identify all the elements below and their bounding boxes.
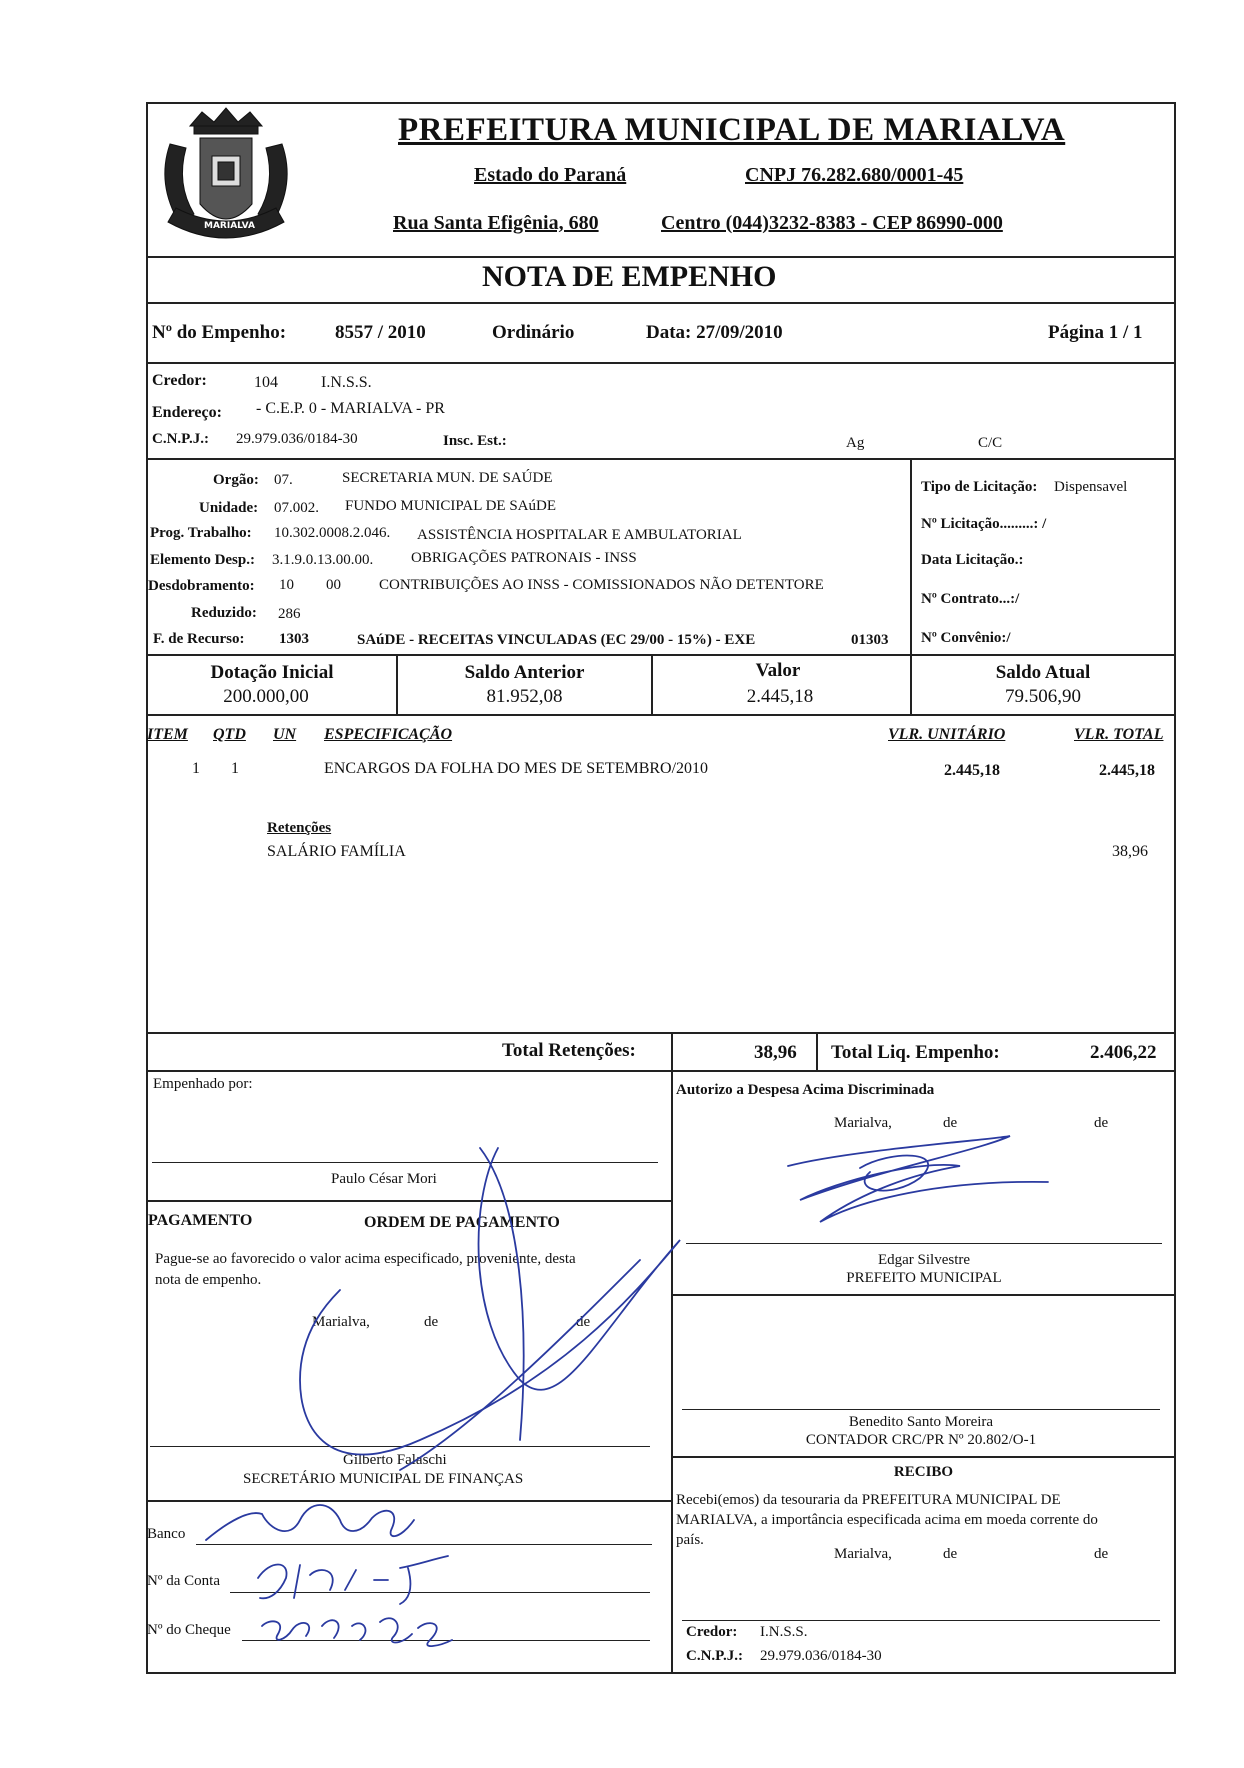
col-item: ITEM xyxy=(147,726,188,743)
pague-text-2: nota de empenho. xyxy=(155,1272,262,1288)
signer-gilberto: Gilberto Falaschi xyxy=(343,1452,447,1468)
valor-value: 2.445,18 xyxy=(746,686,814,707)
saldo-anterior-label: Saldo Anterior xyxy=(464,662,585,683)
page-title: PREFEITURA MUNICIPAL DE MARIALVA xyxy=(398,112,1066,148)
unidade-label: Unidade: xyxy=(199,500,259,516)
unidade-name: FUNDO MUNICIPAL DE SAúDE xyxy=(345,498,556,514)
de-right-1: de xyxy=(943,1115,958,1131)
recibo-title: RECIBO xyxy=(893,1464,954,1480)
recurso-number: 01303 xyxy=(851,632,889,648)
item-vlr-unitario: 2.445,18 xyxy=(944,762,1000,779)
recibo-de-1: de xyxy=(943,1546,958,1562)
orgao-name: SECRETARIA MUN. DE SAÚDE xyxy=(342,470,553,486)
item-number: 1 xyxy=(192,760,200,777)
desdobramento-code1: 10 xyxy=(279,577,294,593)
credor-name: I.N.S.S. xyxy=(321,374,372,391)
dotacao-inicial-value: 200.000,00 xyxy=(223,686,309,707)
ordem-pagamento-label: ORDEM DE PAGAMENTO xyxy=(364,1214,560,1231)
recibo-cnpj-value: 29.979.036/0184-30 xyxy=(760,1648,882,1664)
signer-benedito: Benedito Santo Moreira xyxy=(848,1414,994,1430)
recibo-de-2: de xyxy=(1094,1546,1109,1562)
conta-label: Nº da Conta xyxy=(147,1573,220,1589)
de-right-2: de xyxy=(1094,1115,1109,1131)
pague-text-1: Pague-se ao favorecido o valor acima especificado, proveniente, desta xyxy=(155,1251,576,1267)
retencao-name: SALÁRIO FAMÍLIA xyxy=(267,843,406,860)
unidade-code: 07.002. xyxy=(274,500,319,516)
total-liquido-value: 2.406,22 xyxy=(1090,1042,1157,1063)
svg-text:MARIALVA: MARIALVA xyxy=(204,221,255,231)
total-liquido-label: Total Liq. Empenho: xyxy=(831,1042,1000,1063)
licitacao-tipo-value: Dispensavel xyxy=(1054,479,1128,495)
signer-paulo: Paulo César Mori xyxy=(331,1171,437,1187)
item-qtd: 1 xyxy=(231,760,239,777)
licitacao-tipo-label: Tipo de Licitação: xyxy=(921,479,1038,495)
convenio-number: Nº Convênio:/ xyxy=(921,630,1011,646)
empenho-number: 8557 / 2010 xyxy=(335,322,426,343)
signer-edgar: Edgar Silvestre xyxy=(877,1252,971,1268)
saldo-atual-label: Saldo Atual xyxy=(995,662,1091,683)
col-qtd: QTD xyxy=(213,726,246,743)
empenhado-por-label: Empenhado por: xyxy=(153,1076,253,1092)
header-address: Centro (044)3232-8383 - CEP 86990-000 xyxy=(661,212,1003,234)
credor-label: Credor: xyxy=(152,372,207,389)
autorizo-label: Autorizo a Despesa Acima Discriminada xyxy=(676,1082,935,1098)
credor-code: 104 xyxy=(254,374,278,391)
item-vlr-total: 2.445,18 xyxy=(1099,762,1155,779)
credor-cnpj: 29.979.036/0184-30 xyxy=(236,431,358,447)
insc-label: Insc. Est.: xyxy=(443,433,507,449)
document-title: NOTA DE EMPENHO xyxy=(482,260,777,293)
recibo-credor-label: Credor: xyxy=(686,1624,738,1640)
elemento-code: 3.1.9.0.13.00.00. xyxy=(272,552,374,568)
col-vlr-total: VLR. TOTAL xyxy=(1074,726,1164,743)
recibo-text-3: país. xyxy=(676,1532,704,1548)
licitacao-number: Nº Licitação.........: / xyxy=(921,516,1047,532)
recibo-local: Marialva, xyxy=(834,1546,892,1562)
banco-label: Banco xyxy=(147,1526,186,1542)
cheque-label: Nº do Cheque xyxy=(147,1622,231,1638)
prog-code: 10.302.0008.2.046. xyxy=(274,525,391,541)
desdobramento-code2: 00 xyxy=(326,577,341,593)
col-vlr-unitario: VLR. UNITÁRIO xyxy=(888,726,1006,743)
cc-label: C/C xyxy=(978,435,1003,451)
reduzido-code: 286 xyxy=(278,606,301,622)
header-cnpj: CNPJ 76.282.680/0001-45 xyxy=(745,164,964,186)
recibo-credor-value: I.N.S.S. xyxy=(760,1624,808,1640)
recurso-label: F. de Recurso: xyxy=(153,631,245,647)
elemento-name: OBRIGAÇÕES PATRONAIS - INSS xyxy=(411,550,637,566)
credor-address: - C.E.P. 0 - MARIALVA - PR xyxy=(256,400,445,417)
signer-gilberto-role: SECRETÁRIO MUNICIPAL DE FINANÇAS xyxy=(243,1471,524,1487)
item-especificacao: ENCARGOS DA FOLHA DO MES DE SETEMBRO/2010 xyxy=(324,760,709,777)
recurso-code: 1303 xyxy=(279,631,309,647)
saldo-atual-value: 79.506,90 xyxy=(1005,686,1081,707)
recurso-name: SAúDE - RECEITAS VINCULADAS (EC 29/00 - 15%) - EXE xyxy=(357,632,756,648)
de-left-2: de xyxy=(576,1314,591,1330)
state-name: Estado do Paraná xyxy=(474,164,627,186)
desdobramento-name: CONTRIBUIÇÕES AO INSS - COMISSIONADOS NÃO DETENTORE xyxy=(379,577,824,593)
de-left-1: de xyxy=(424,1314,439,1330)
total-retencoes-value: 38,96 xyxy=(754,1042,797,1063)
recibo-cnpj-label: C.N.P.J.: xyxy=(686,1648,743,1664)
empenho-number-label: Nº do Empenho: xyxy=(152,322,287,343)
address-label: Endereço: xyxy=(152,404,222,421)
saldo-anterior-value: 81.952,08 xyxy=(486,686,563,707)
page-number: Página 1 / 1 xyxy=(1048,322,1143,343)
pagamento-label: PAGAMENTO xyxy=(148,1212,253,1229)
header-street: Rua Santa Efigênia, 680 xyxy=(393,212,599,234)
valor-label: Valor xyxy=(755,660,801,681)
total-retencoes-label: Total Retenções: xyxy=(502,1040,636,1061)
col-especificacao: ESPECIFICAÇÃO xyxy=(324,726,453,743)
dotacao-inicial-label: Dotação Inicial xyxy=(210,662,334,683)
desdobramento-label: Desdobramento: xyxy=(148,578,255,594)
licitacao-date: Data Licitação.: xyxy=(921,552,1024,568)
ag-label: Ag xyxy=(846,435,865,451)
elemento-label: Elemento Desp.: xyxy=(150,552,255,568)
prog-label: Prog. Trabalho: xyxy=(150,525,252,541)
retencoes-title: Retenções xyxy=(267,820,332,836)
contrato-number: Nº Contrato...:/ xyxy=(921,591,1020,607)
orgao-code: 07. xyxy=(274,472,293,488)
col-un: UN xyxy=(273,726,297,743)
empenho-type: Ordinário xyxy=(492,322,575,343)
retencao-value: 38,96 xyxy=(1112,843,1148,860)
cnpj-label: C.N.P.J.: xyxy=(152,431,209,447)
local-marialva-left: Marialva, xyxy=(312,1314,370,1330)
local-marialva-right: Marialva, xyxy=(834,1115,892,1131)
orgao-label: Orgão: xyxy=(213,472,259,488)
reduzido-label: Reduzido: xyxy=(191,605,257,621)
signer-benedito-role: CONTADOR CRC/PR Nº 20.802/O-1 xyxy=(805,1432,1037,1448)
recibo-text-1: Recebi(emos) da tesouraria da PREFEITURA MUNICIPAL DE xyxy=(676,1492,1061,1508)
signer-edgar-role: PREFEITO MUNICIPAL xyxy=(846,1270,1002,1286)
recibo-text-2: MARIALVA, a importância especificada acima em moeda corrente do xyxy=(676,1512,1098,1528)
prog-name: ASSISTÊNCIA HOSPITALAR E AMBULATORIAL xyxy=(417,527,742,543)
empenho-date: Data: 27/09/2010 xyxy=(646,322,783,343)
